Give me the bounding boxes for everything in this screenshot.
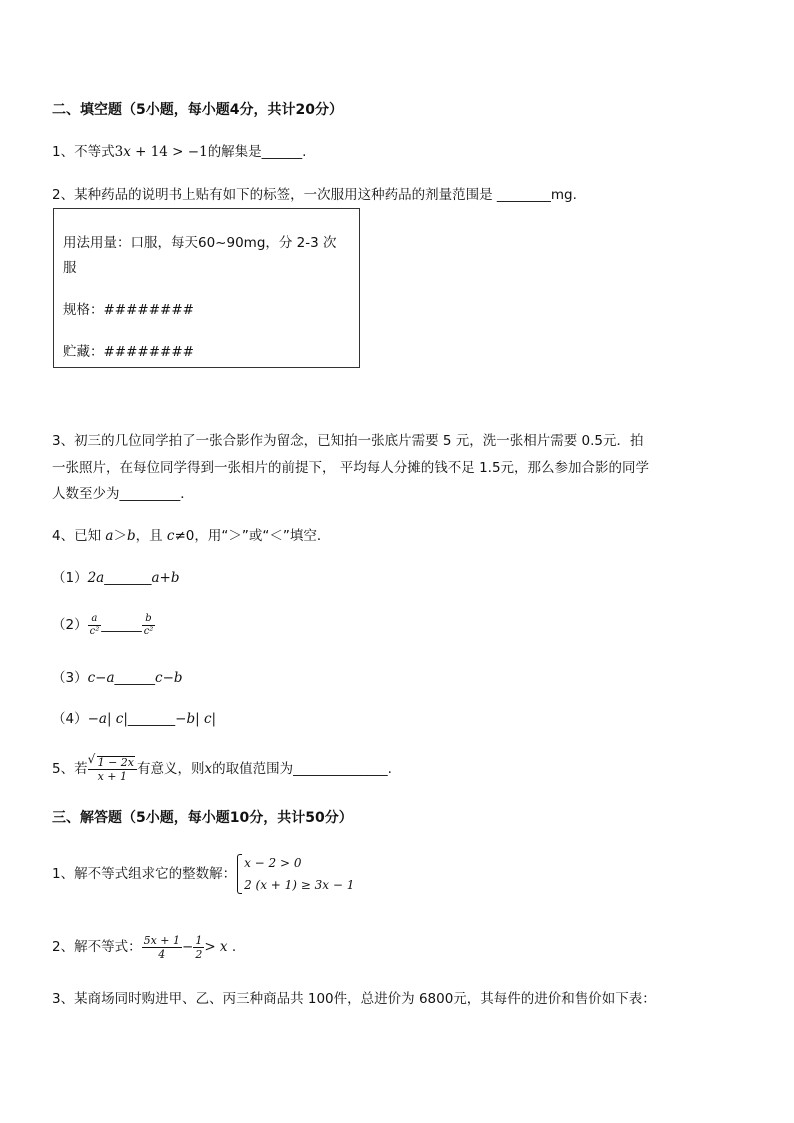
fill-question-4-stem: 4、已知 a＞b，且 c≠0，用“＞”或“＜”填空． xyxy=(52,528,331,544)
fill-question-4-part-3: （3）c−a______c−b xyxy=(52,670,183,686)
inequality-system: x − 2 > 0 2 (x + 1) ≥ 3x − 1 xyxy=(236,852,354,896)
fill-question-2: 2、某种药品的说明书上贴有如下的标签，一次服用这种药品的剂量范围是 ________mg. xyxy=(52,187,577,203)
fill-question-4-part-4: （4）−a| c|_______−b| c| xyxy=(52,711,217,727)
label-usage-line-2: 服 xyxy=(63,260,77,276)
medicine-label-box xyxy=(53,208,360,368)
solve-question-2: 2、解不等式： $\frac{5x + 1}{4}$ − $\frac{1}{2}$ > x . xyxy=(52,933,237,961)
fill-question-3-line-1: 3、初三的几位同学拍了一张合影作为留念，已知拍一张底片需要 5 元，洗一张相片需要 0.5元．拍 xyxy=(52,433,644,449)
fraction-1-over-2: $\frac{1}{2}$ xyxy=(195,933,203,961)
fill-question-5: 5、若 √ $\frac{1 - 2x}{x + 1}$ 有意义，则x的取值范围为______________. xyxy=(52,752,392,786)
solve-section-heading: 三、解答题（5小题，每小题10分，共计50分） xyxy=(52,810,353,826)
sqrt-fraction: √ $\frac{1 - 2x}{x + 1}$ xyxy=(88,756,137,782)
q1-prefix: 1、不等式 xyxy=(52,144,115,160)
fraction-b-over-c-squared: $\frac{b}{\text{c²}}$ xyxy=(143,612,154,637)
solve-question-3: 3、某商场同时购进甲、乙、丙三种商品共 100件，总进价为 6800元，其每件的进价和售价如下表： xyxy=(52,991,656,1007)
solve-question-1: 1、解不等式组求它的整数解： x − 2 > 0 2 (x + 1) ≥ 3x − 1 xyxy=(52,852,354,896)
label-storage: 贮藏：######## xyxy=(63,344,194,360)
label-usage-line: 用法用量：口服，每天60~90mg，分 2-3 次 xyxy=(63,235,337,251)
label-spec: 规格：######## xyxy=(63,302,194,318)
q1-inequality: 3x + 14 > −1 xyxy=(114,144,208,160)
fill-question-4-part-2: （2） $\frac{a}{\text{c²}}$ ______ $\frac{b}{\text{c²}}$ xyxy=(52,612,154,637)
fill-question-1 xyxy=(52,142,306,162)
fraction-5x-plus-1-over-4: $\frac{5x + 1}{4}$ xyxy=(143,933,181,961)
fraction-a-over-c-squared: $\frac{a}{\text{c²}}$ xyxy=(89,612,100,637)
fill-question-3-line-3: 人数至少为_________． xyxy=(52,486,194,502)
fill-question-4-part-1: （1）2a_______a+b xyxy=(52,570,180,586)
fill-blank-section-heading: 二、填空题（5小题，每小题4分，共计20分） xyxy=(52,102,343,118)
q1-suffix: 的解集是______. xyxy=(207,144,307,160)
fill-question-3-line-2: 一张照片，在每位同学得到一张相片的前提下， 平均每人分摊的钱不足 1.5元，那么参加合影的同学 xyxy=(52,460,650,476)
